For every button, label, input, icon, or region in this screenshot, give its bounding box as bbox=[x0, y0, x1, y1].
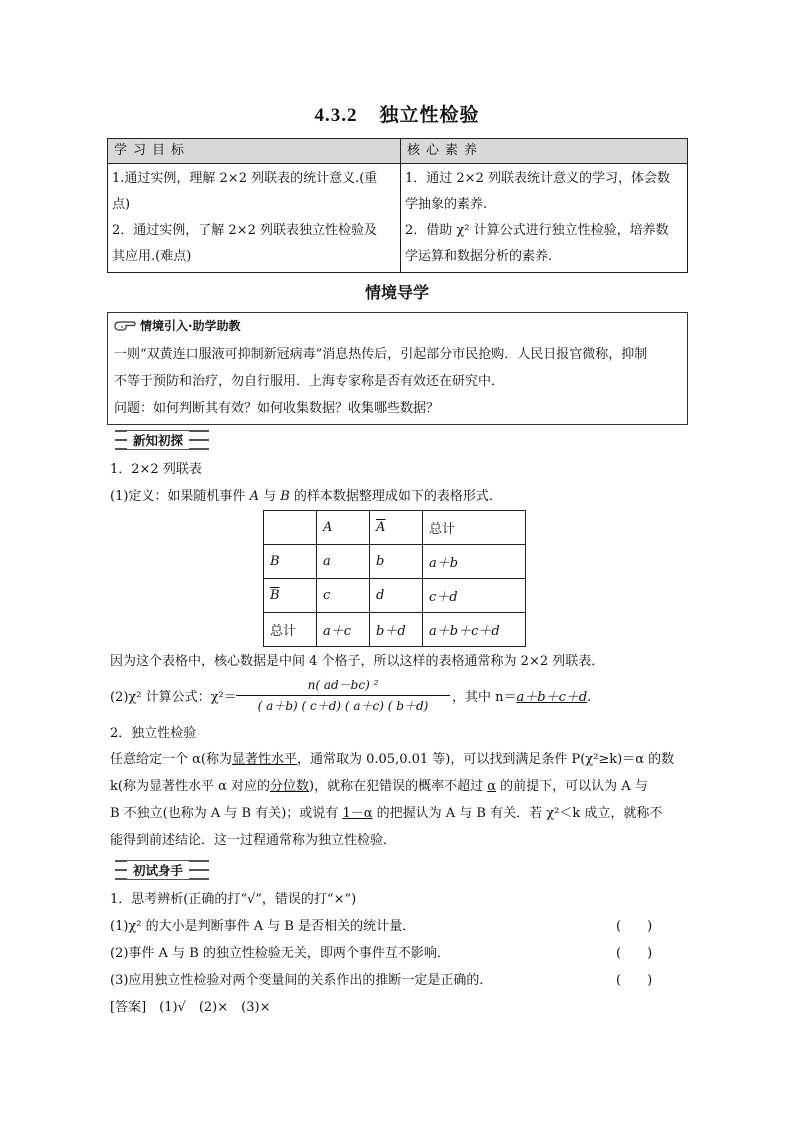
table-cell: $\overline{B}$ bbox=[264, 579, 317, 613]
page-title bbox=[0, 100, 794, 127]
answer-line: [答案] (1)√ (2)× (3)× bbox=[110, 1000, 271, 1015]
answer-blank: ( ) bbox=[616, 973, 653, 988]
formula-prefix: (2)χ² 计算公式：χ²＝ bbox=[110, 690, 237, 705]
table-cell: a＋c bbox=[317, 613, 370, 647]
section-heading: 情境导学 bbox=[364, 283, 429, 302]
test-underlined: α bbox=[487, 779, 497, 794]
exercise-item: (1)χ² 的大小是判断事件 A 与 B 是否相关的统计量． bbox=[110, 919, 416, 934]
def-text: 与 bbox=[258, 489, 281, 504]
literacy-line: 2．借助 χ² 计算公式进行独立性检验，培养数 bbox=[405, 223, 669, 238]
intro-label-text: 情境引入·助学助教 bbox=[140, 319, 241, 333]
def-var-b: B bbox=[280, 489, 290, 504]
goal-line: 2．通过实例，了解 2×2 列联表独立性检验及 bbox=[112, 223, 377, 238]
goal-line: 1.通过实例，理解 2×2 列联表的统计意义.(重 bbox=[112, 171, 378, 186]
item-independence-test: 2．独立性检验 bbox=[110, 726, 197, 741]
exercise-title: 1．思考辨析(正确的打“√”，错误的打“×”) bbox=[110, 892, 357, 907]
literacy-line: 学运算和数据分析的素养. bbox=[405, 249, 553, 264]
goals-left-cell bbox=[108, 164, 401, 273]
goals-right-cell bbox=[401, 164, 688, 273]
table-cell: c bbox=[317, 579, 370, 613]
test-underlined: 分位数 bbox=[270, 779, 310, 794]
table-cell: A bbox=[317, 511, 370, 545]
test-underlined: 显著性水平 bbox=[231, 752, 297, 767]
table-cell: a＋b bbox=[423, 545, 526, 579]
formula-text: ，其中 n＝ bbox=[452, 690, 517, 705]
exercise-item: (2)事件 A 与 B 的独立性检验无关，即两个事件互不影响． bbox=[110, 946, 450, 961]
test-paragraph-line bbox=[110, 748, 674, 767]
test-text: 的把握认为 A 与 B 有关．若 χ²＜k 成立，就称不 bbox=[372, 806, 663, 821]
answer-blank: ( ) bbox=[616, 919, 653, 934]
answer-blank: ( ) bbox=[616, 946, 653, 961]
definition-line bbox=[110, 485, 502, 504]
table-cell: b bbox=[370, 545, 423, 579]
goal-line: 点) bbox=[112, 197, 131, 212]
table-cell: 总计 bbox=[423, 511, 526, 545]
test-paragraph-line bbox=[110, 775, 648, 794]
test-text: 任意给定一个 α(称为 bbox=[110, 752, 232, 767]
def-var-a: A bbox=[249, 489, 259, 504]
literacy-line: 1．通过 2×2 列联表统计意义的学习，体会数 bbox=[405, 171, 670, 186]
table-cell: d bbox=[370, 579, 423, 613]
table-cell: b＋d bbox=[370, 613, 423, 647]
intro-line: 不等于预防和治疗，勿自行服用．上海专家称是否有效还在研究中． bbox=[114, 374, 505, 389]
goals-header-left: 学习目标 bbox=[108, 139, 401, 164]
table-cell: 总计 bbox=[264, 613, 317, 647]
banner-text: 初试身手 bbox=[127, 861, 189, 879]
test-text: k(称为显著性水平 α 对应的 bbox=[110, 779, 270, 794]
table-cell: a＋b＋c＋d bbox=[423, 613, 526, 647]
test-underlined: 1－α bbox=[342, 806, 373, 821]
intro-line: 一则“双黄连口服液可抑制新冠病毒”消息热传后，引起部分市民抢购．人民日报官微称，抑制 bbox=[114, 347, 648, 362]
goal-line: 其应用.(难点) bbox=[112, 249, 192, 264]
test-text: )，就称在犯错误的概率不超过 bbox=[309, 779, 488, 794]
literacy-line: 学抽象的素养. bbox=[405, 197, 488, 212]
formula-n-value: a＋b＋c＋d bbox=[516, 690, 588, 705]
item-contingency-table: 1．2×2 列联表 bbox=[110, 462, 202, 477]
table-cell bbox=[264, 511, 317, 545]
test-text: 的前提下，可以认为 A 与 bbox=[496, 779, 648, 794]
table-cell: B bbox=[264, 545, 317, 579]
table-cell: c＋d bbox=[423, 579, 526, 613]
intro-question: 问题：如何判断其有效？如何收集数据？收集哪些数据？ bbox=[114, 401, 440, 416]
exercise-item: (3)应用独立性检验对两个变量间的关系作出的推断一定是正确的． bbox=[110, 973, 493, 988]
section-number: 4.3.2 bbox=[314, 105, 358, 126]
test-paragraph-line: 能得到前述结论．这一过程通常称为独立性检验． bbox=[110, 833, 397, 848]
formula-text: . bbox=[587, 690, 592, 705]
contingency-table bbox=[263, 510, 526, 647]
table-explanation: 因为这个表格中，核心数据是中间 4 个格子，所以这样的表格通常称为 2×2 列联表． bbox=[110, 654, 605, 669]
goals-header-right: 核心素养 bbox=[401, 139, 688, 164]
test-paragraph-line bbox=[110, 802, 662, 821]
fraction-denominator: ( a＋b) ( c＋d) ( a＋c) ( b＋d) bbox=[257, 699, 429, 713]
def-text: 的样本数据整理成如下的表格形式． bbox=[289, 489, 502, 504]
banner-new-knowledge bbox=[115, 430, 209, 450]
table-cell: $\overline{A}$ bbox=[370, 511, 423, 545]
pointing-hand-icon bbox=[114, 320, 136, 332]
def-text: (1)定义：如果随机事件 bbox=[110, 489, 250, 504]
chi-square-fraction bbox=[236, 676, 450, 714]
test-text: B 不独立(也称为 A 与 B 有关)；或说有 bbox=[110, 806, 343, 821]
formula-suffix bbox=[452, 686, 591, 705]
intro-label bbox=[114, 317, 241, 334]
banner-text: 新知初探 bbox=[127, 431, 189, 449]
goals-table bbox=[107, 138, 688, 273]
fraction-numerator: n( ad－bc) ² bbox=[307, 678, 379, 692]
intro-box bbox=[107, 312, 688, 425]
banner-first-try bbox=[115, 860, 209, 880]
test-text: ，通常取为 0.05,0.01 等)，可以找到满足条件 P(χ²≥k)＝α 的数 bbox=[297, 752, 675, 767]
title-text: 独立性检验 bbox=[379, 105, 480, 126]
table-cell: a bbox=[317, 545, 370, 579]
